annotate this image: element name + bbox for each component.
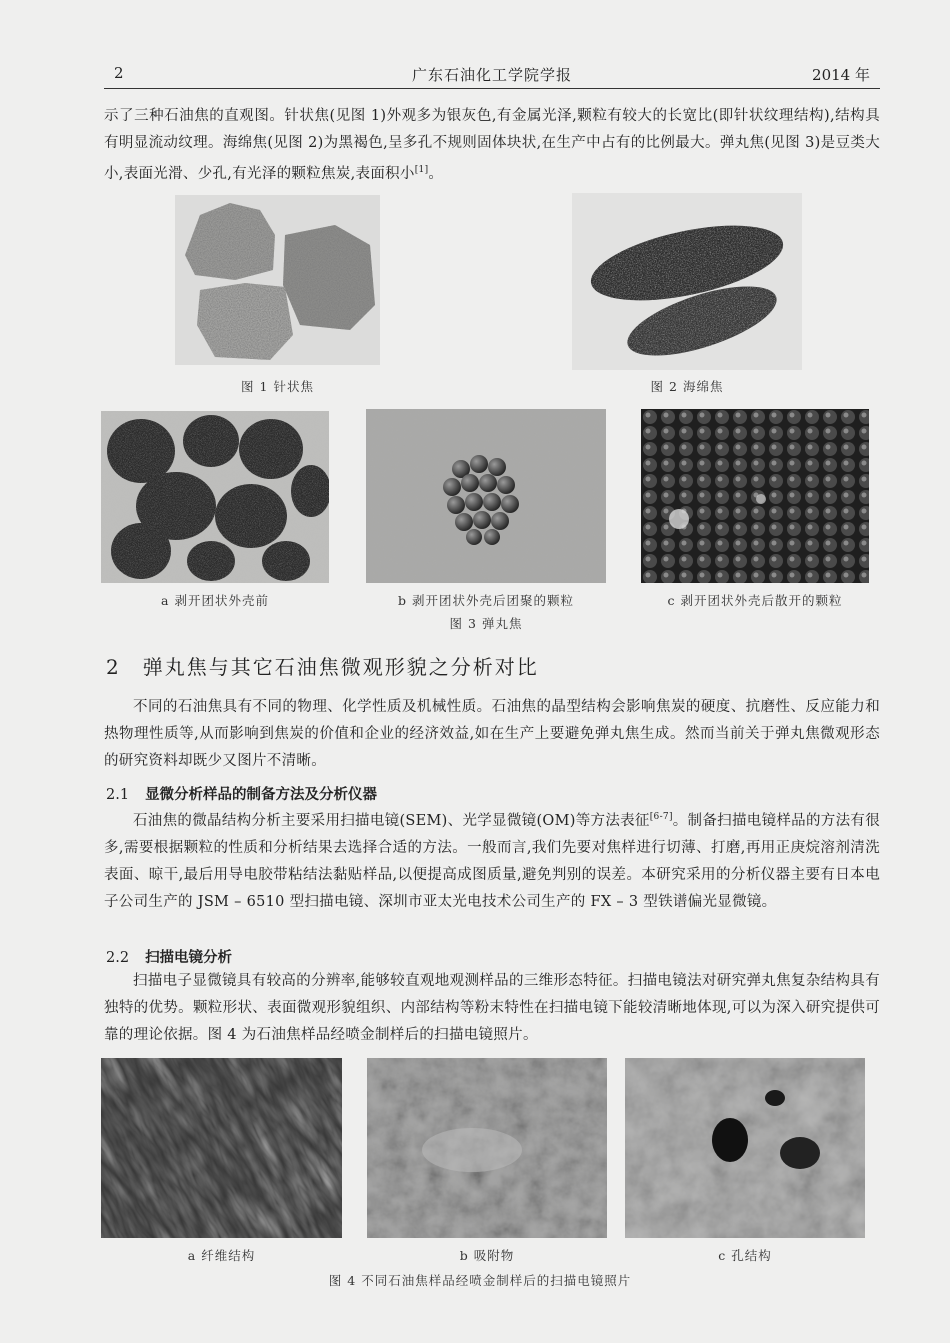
figure-1-photo (175, 195, 380, 365)
figure-4b-photo (367, 1058, 607, 1238)
figure-3c-photo (641, 409, 869, 583)
section-2-1-heading (106, 783, 377, 804)
figure-4c-photo (625, 1058, 865, 1238)
figure-3b-caption: b 剥开团状外壳后团聚的颗粒 (398, 593, 574, 608)
figure-3a-photo (101, 411, 329, 583)
subsection-title: 扫描电镜分析 (145, 950, 233, 966)
figure-3-caption: 图 3 弹丸焦 (449, 616, 523, 631)
intro-end: 。 (428, 165, 444, 182)
section-2-heading (106, 651, 539, 680)
paragraph-text: 。制备扫描电镜样品的方法有很多,需要根据颗粒的性质和分析结果去选择合适的方法。一般而言,我们先要对焦样进行切薄、打磨,再用正庚烷溶剂清洗表面、晾干,最后用导电胶带粘结法黏贴样品,以便提高成图质量,避免判别的误差。本研究采用的分析仪器主要有日本电子公司生产的 JSM – 6510 型扫描电镜、深圳市亚太光电技术公司生产的 FX – 3 型铁谱偏光显微镜。 (104, 812, 880, 910)
figure-2-caption: 图 2 海绵焦 (650, 379, 724, 394)
subsection-number: 2.2 (106, 950, 130, 966)
running-header (104, 62, 880, 89)
section-2-2-paragraph: 扫描电子显微镜具有较高的分辨率,能够较直观地观测样品的三维形态特征。扫描电镜法对研究弹丸焦复杂结构具有独特的优势。颗粒形状、表面微观形貌组织、内部结构等粉末特性在扫描电镜下能较清晰地体现,可以为深入研究提供可靠的理论依据。图 4 为石油焦样品经喷金制样后的扫描电镜照片。 (104, 973, 880, 1043)
paragraph-text: 石油焦的微晶结构分析主要采用扫描电镜(SEM)、光学显微镜(OM)等方法表征 (133, 812, 650, 829)
section-title: 弹丸焦与其它石油焦微观形貌之分析对比 (142, 655, 539, 679)
figure-4a-photo (101, 1058, 342, 1238)
figure-4a-caption: a 纤维结构 (187, 1248, 256, 1263)
section-2-paragraph: 不同的石油焦具有不同的物理、化学性质及机械性质。石油焦的晶型结构会影响焦炭的硬度、抗磨性、反应能力和热物理性质等,从而影响到焦炭的价值和企业的经济效益,如在生产上要避免弹丸焦生成。然而当前关于弹丸焦微观形态的研究资料却既少又图片不清晰。 (104, 699, 880, 769)
figure-3c-caption: c 剥开团状外壳后散开的颗粒 (667, 593, 843, 608)
figure-2-photo (572, 193, 802, 370)
section-number: 2 (106, 655, 121, 679)
figure-4-caption: 图 4 不同石油焦样品经喷金制样后的扫描电镜照片 (328, 1273, 632, 1288)
subsection-number: 2.1 (106, 787, 130, 803)
page-number: 2 (114, 64, 124, 82)
citation: [1] (414, 165, 429, 175)
section-2-2-heading (106, 946, 232, 967)
figure-4c-caption: c 孔结构 (718, 1248, 772, 1263)
section-2-1-paragraph (104, 804, 880, 916)
figure-3a-caption: a 剥开团状外壳前 (161, 593, 269, 608)
header-year: 2014 年 (812, 66, 870, 84)
figure-1-caption: 图 1 针状焦 (241, 379, 314, 394)
figure-4b-caption: b 吸附物 (459, 1248, 515, 1263)
citation: [6-7] (649, 812, 673, 822)
intro-paragraph (104, 103, 880, 188)
journal-title: 广东石油化工学院学报 (411, 66, 572, 84)
intro-text: 示了三种石油焦的直观图。针状焦(见图 1)外观多为银灰色,有金属光泽,颗粒有较大的长宽比(即针状纹理结构),结构具有明显流动纹理。海绵焦(见图 2)为黑褐色,呈多孔不规则固体块状,在生产中占有的比例最大。弹丸焦(见图 3)是豆类大小,表面光滑、少孔,有光泽的颗粒焦炭,表面积小 (104, 108, 880, 182)
figure-3b-photo (366, 409, 606, 583)
subsection-title: 显微分析样品的制备方法及分析仪器 (145, 787, 378, 803)
